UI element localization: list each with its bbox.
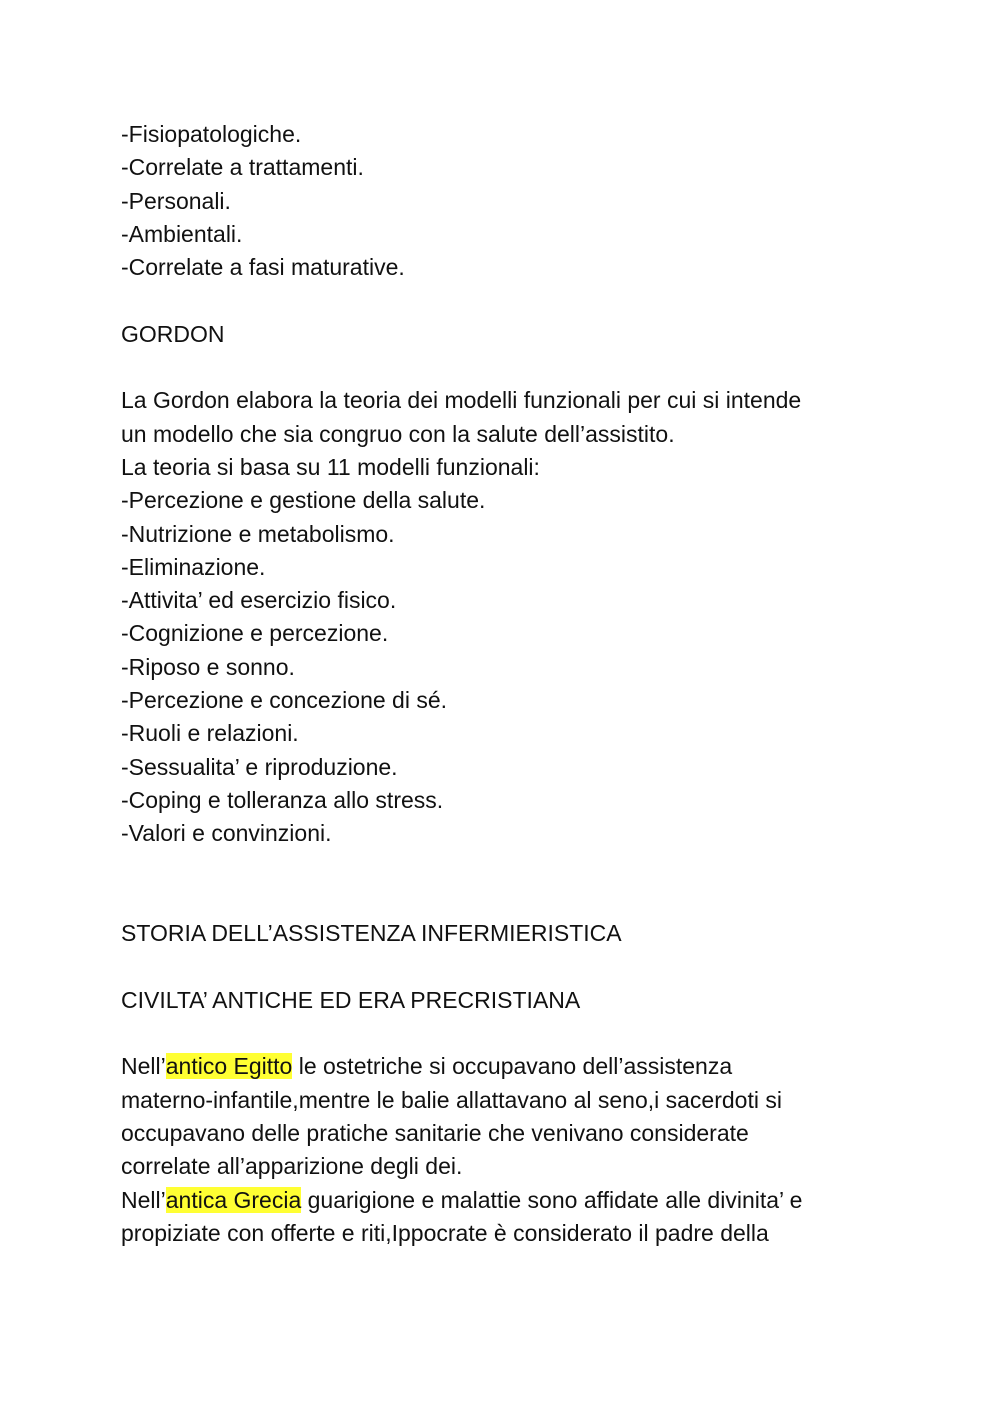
spacer [121, 351, 891, 384]
list-item: -Riposo e sonno. [121, 653, 295, 680]
gordon-paragraph [121, 384, 891, 484]
greece-prefix: Nell’ [121, 1186, 166, 1213]
greece-suffix: guarigione e malattie sono affidate alle divinita’ e [301, 1186, 803, 1213]
section-heading-history: STORIA DELL’ASSISTENZA INFERMIERISTICA [121, 920, 622, 947]
list-item: -Nutrizione e metabolismo. [121, 520, 395, 547]
egypt-prefix: Nell’ [121, 1053, 166, 1080]
paragraph-line [121, 1184, 891, 1217]
egypt-suffix: le ostetriche si occupavano dell’assistenza [292, 1053, 733, 1080]
paragraph-line: correlate all’apparizione degli dei. [121, 1153, 463, 1180]
list-item: -Ambientali. [121, 220, 243, 247]
list-item: -Attivita’ ed esercizio fisico. [121, 587, 397, 614]
spacer [121, 284, 891, 317]
subsection-heading: CIVILTA’ ANTICHE ED ERA PRECRISTIANA [121, 986, 581, 1013]
list-item: -Coping e tolleranza allo stress. [121, 786, 444, 813]
list-item: -Fisiopatologiche. [121, 121, 302, 147]
section-heading-gordon: GORDON [121, 320, 225, 347]
highlighted-text-greece: antica Grecia [165, 1186, 302, 1213]
spacer [121, 1017, 891, 1050]
spacer [121, 950, 891, 983]
functional-models-list [121, 484, 891, 850]
history-paragraph [121, 1050, 891, 1250]
list-item: -Correlate a trattamenti. [121, 154, 364, 181]
list-item: -Sessualita’ e riproduzione. [121, 753, 398, 780]
list-item: -Valori e convinzioni. [121, 820, 332, 847]
paragraph-line: materno-infantile,mentre le balie allattavano al seno,i sacerdoti si [121, 1086, 782, 1113]
paragraph-line: occupavano delle pratiche sanitarie che venivano considerate [121, 1119, 749, 1146]
highlighted-text-egypt: antico Egitto [165, 1053, 293, 1080]
spacer [121, 884, 891, 917]
paragraph-line: propiziate con offerte e riti,Ippocrate è considerato il padre della [121, 1219, 769, 1246]
paragraph-line: La teoria si basa su 11 modelli funzionali: [121, 453, 540, 480]
list-item: -Ruoli e relazioni. [121, 720, 299, 747]
paragraph-line [121, 1050, 891, 1083]
list-item: -Percezione e gestione della salute. [121, 487, 486, 514]
list-item: -Correlate a fasi maturative. [121, 254, 405, 281]
paragraph-line: La Gordon elabora la teoria dei modelli funzionali per cui si intende [121, 387, 802, 414]
list-item: -Eliminazione. [121, 553, 266, 580]
factors-list [121, 118, 891, 284]
paragraph-line: un modello che sia congruo con la salute dell’assistito. [121, 420, 675, 447]
list-item: -Cognizione e percezione. [121, 620, 389, 647]
document-page [121, 118, 891, 1250]
list-item: -Personali. [121, 187, 231, 214]
spacer [121, 851, 891, 884]
list-item: -Percezione e concezione di sé. [121, 687, 448, 714]
